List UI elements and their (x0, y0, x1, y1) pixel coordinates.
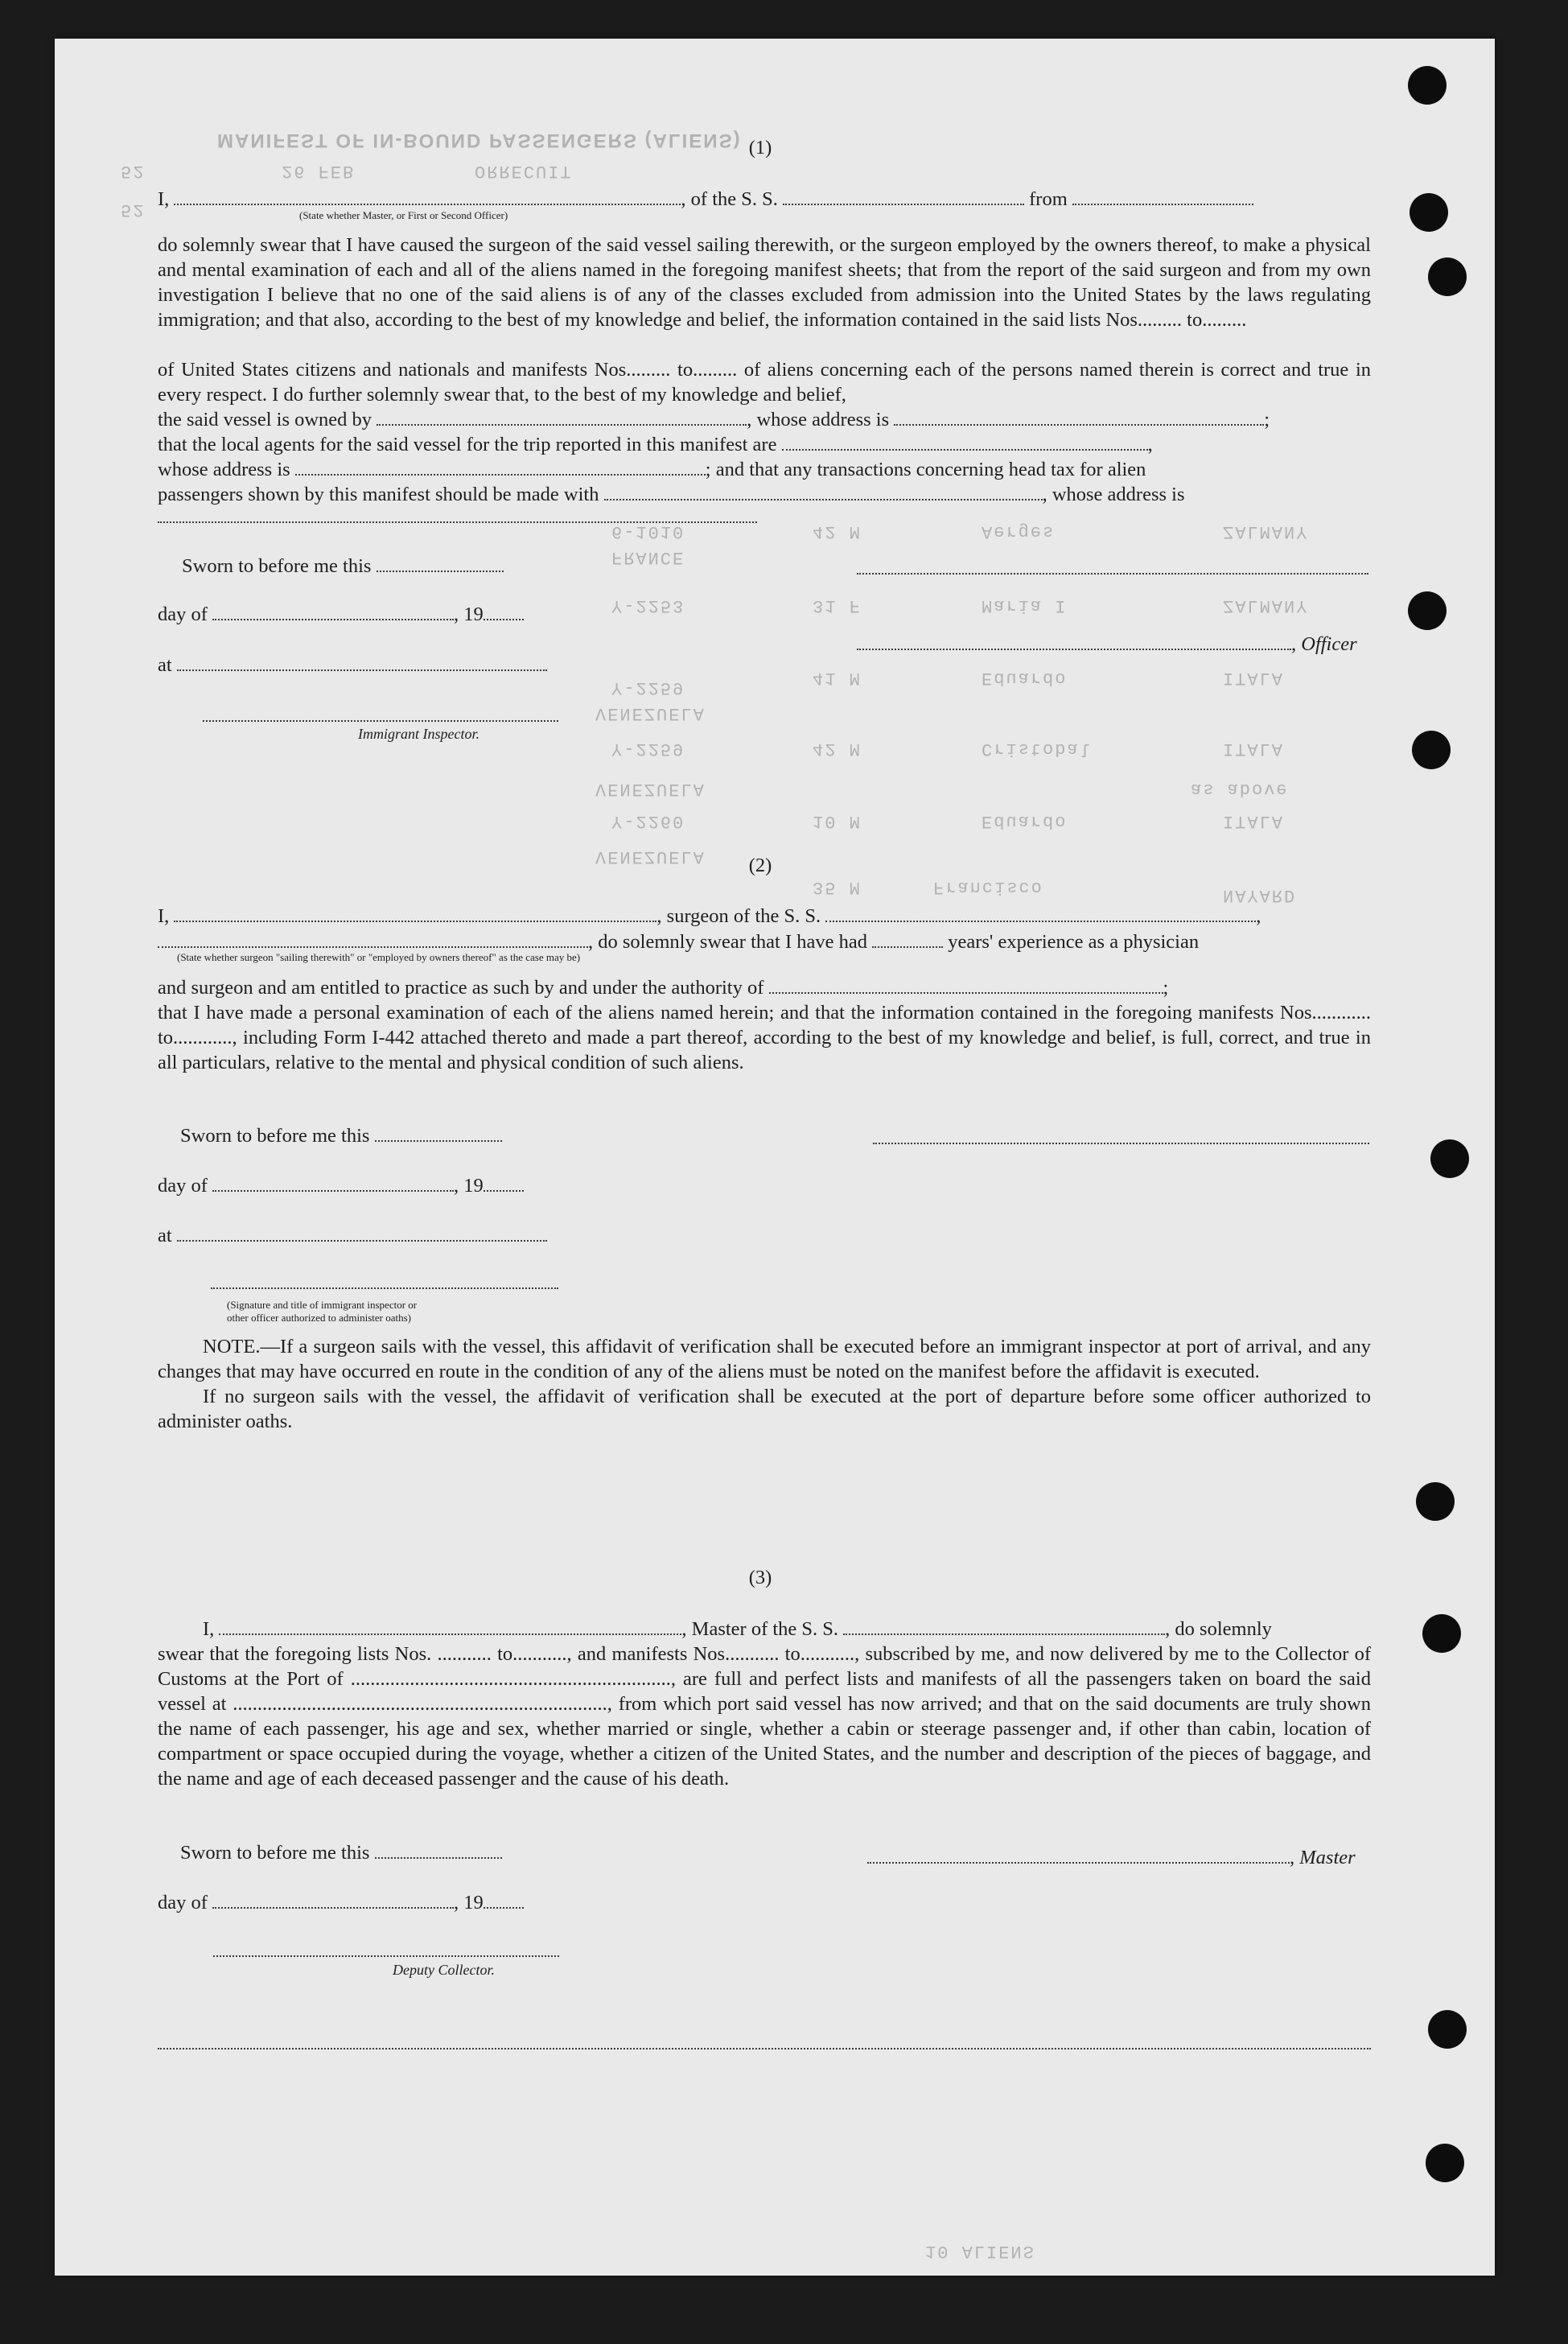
s2-line-3: and surgeon and am entitled to practice as such by and under the authority of ; (158, 977, 1169, 999)
punch-hole (1412, 731, 1451, 769)
s2-body-text: that I have made a personal examination of each of the aliens named herein; and that the information contained in the foregoing manifests Nos............ to............, including Form I-442 attached thereto and made a part thereof, according to the best of my knowledge and belief, is full, correct, and true in all particulars, relative to the mental and physical condition of such aliens. (158, 1002, 1371, 1073)
bleed-misc: 42 M (813, 521, 862, 542)
punch-hole (1428, 2010, 1467, 2049)
punch-hole (1428, 257, 1467, 296)
s2-sig-note-1: (Signature and title of immigrant inspector or (227, 1299, 418, 1311)
s1-agents-address-field[interactable] (295, 458, 706, 476)
bleed-name: ZALMANY (1223, 595, 1309, 616)
s1-sworn-label: Sworn to before me this (182, 555, 372, 577)
s2-i: I, (158, 905, 170, 927)
bleed-code: Y-2259 (611, 739, 685, 759)
bleed-misc: 10 M (813, 811, 862, 831)
bleed-name: ITALA (1223, 668, 1285, 688)
s1-whose2a: whose address is (158, 459, 290, 480)
s2-vessel-field[interactable] (825, 904, 1256, 922)
s3-sworn-field[interactable] (375, 1841, 502, 1859)
bleed-asabove: as above (1191, 779, 1289, 799)
s1-pass-line (158, 482, 1371, 507)
s1-sworn-field[interactable] (377, 554, 504, 572)
s3-master-label: , Master of the S. S. (681, 1618, 839, 1640)
s1-body-2 (158, 357, 1371, 407)
bleed-sub: 26 FEB (282, 161, 356, 181)
s3-master-sig (867, 1845, 1374, 1870)
s1-from-field[interactable] (1072, 187, 1253, 205)
s1-pass-label: passengers shown by this manifest should be made with (158, 484, 599, 505)
bleed-name: NAYARD (1223, 885, 1297, 905)
s1-at (158, 653, 576, 678)
punch-hole (1416, 1482, 1455, 1521)
bleed-city: VENEZUELA (595, 847, 706, 867)
s2-authority-label: and surgeon and am entitled to practice as such by and under the authority of (158, 977, 764, 999)
s2-year-field[interactable] (484, 1174, 524, 1192)
s2-sig-note-2: other officer authorized to administer oaths) (227, 1312, 411, 1324)
s2-surgeon-label: , surgeon of the S. S. (656, 905, 821, 927)
s3-do: , do solemnly (1165, 1618, 1272, 1640)
s1-officer-line (857, 632, 1372, 657)
s1-whose2b: ; and that any transactions concerning head tax for alien (705, 459, 1146, 480)
bleed-code: Y-2260 (611, 811, 685, 831)
s2-at-label: at (158, 1225, 172, 1246)
s2-surgeon-name-field[interactable] (174, 904, 656, 922)
s1-day-field[interactable] (212, 603, 454, 620)
s3-collector-sig[interactable] (213, 1955, 559, 1957)
s3-day-field[interactable] (212, 1891, 454, 1909)
s2-authority-field[interactable] (769, 976, 1163, 994)
s3-collector-label: Deputy Collector. (393, 1962, 495, 1978)
s1-officer-label: , Officer (1291, 633, 1357, 655)
s3-sworn-label: Sworn to before me this (180, 1842, 370, 1864)
bleed-misc: 41 M (813, 668, 862, 688)
bleed-name: ITALA (1223, 811, 1285, 831)
bleed-name: ITALA (1223, 739, 1285, 759)
s1-headtax-field[interactable] (604, 483, 1043, 501)
s1-body-2-text: of United States citizens and nationals and manifests Nos......... to......... of aliens concerning each of the persons named therein is correct and true in every respect. I do further solemnly swear that, to the best of my knowledge and belief, (158, 359, 1371, 406)
s2-swear: , do solemnly swear that I have had (588, 931, 867, 953)
s1-body-1-text: do solemnly swear that I have caused the surgeon of the said vessel sailing therewith, or the surgeon employed by the owners thereof, to make a physical and mental examination of each and all of the aliens named in the foregoing manifest sheets; that from the report of the said surgeon and from my own investigation I believe that no one of the said aliens is of any of the classes excluded from admission into the United States by the laws regulating immigration; and that also, according to the best of my knowledge and belief, the information contained in the said lists Nos......... to......... (158, 234, 1371, 331)
bleed-given: Eduardo (982, 668, 1068, 688)
s1-dayof-label: day of (158, 604, 208, 625)
s2-surgeon-sig[interactable] (873, 1143, 1369, 1144)
bleed-city: FRANCE (611, 547, 685, 567)
s1-inspector-label: Immigrant Inspector. (358, 726, 479, 742)
s3-master-sig-label: , Master (1290, 1847, 1356, 1868)
s3-line-1 (158, 1617, 1371, 1642)
s1-dayof (158, 602, 576, 627)
punch-hole (1430, 1139, 1469, 1178)
bleed-city: VENEZUELA (595, 779, 706, 799)
s2-at (158, 1223, 576, 1248)
s1-whose3: , whose address is (1042, 484, 1185, 505)
s1-year-field[interactable] (484, 603, 524, 620)
s1-officer-sig-top[interactable] (857, 573, 1368, 575)
bleed-given: Eduardo (982, 811, 1068, 831)
s1-whose-label: , whose address is (747, 409, 890, 430)
bleed-misc: 31 F (813, 595, 862, 616)
s1-agents-label: that the local agents for the said vessel for the trip reported in this manifest are (158, 434, 777, 455)
s1-from: from (1029, 188, 1068, 210)
s1-at-field[interactable] (177, 653, 547, 671)
bleed-num: 52 (121, 200, 146, 220)
s1-of-ss: , of the S. S. (681, 188, 778, 210)
s3-master-sig-field[interactable] (867, 1846, 1290, 1864)
s1-at-label: at (158, 654, 172, 676)
punch-hole (1408, 66, 1447, 105)
s2-note-2: If no surgeon sails with the vessel, the affidavit of verification shall be executed at the port of departure before some officer authorized to administer oaths. (158, 1386, 1371, 1432)
s2-inspector-sig[interactable] (211, 1287, 558, 1289)
s2-dayof-label: day of (158, 1175, 208, 1197)
bleed-footer: 10 ALIENS (925, 2241, 1035, 2261)
s3-dayof (158, 1890, 576, 1915)
bleed-given: Francisco (933, 877, 1043, 897)
s3-sworn (180, 1840, 582, 1865)
bleed-code: 6-1010 (611, 521, 685, 542)
s1-owned-label: the said vessel is owned by (158, 409, 372, 430)
s1-inspector-sig[interactable] (203, 720, 558, 722)
s3-body (158, 1642, 1371, 1791)
s3-19: , 19 (454, 1892, 484, 1914)
bleed-misc: 42 M (813, 739, 862, 759)
bleed-city: VENEZUELA (595, 703, 706, 723)
s2-dayof (158, 1173, 576, 1198)
s3-body-text: swear that the foregoing lists Nos. ........... to..........., and manifests Nos........... to..........., subscribed by me, and now delivered by me to the Collector of Customs at the Port of ................................................................., are full and perfect lists and manifests of all the passengers taken on board the said vessel at ............................................................................, from which port said vessel has now arrived; and that on the said documents are truly shown the name of each passenger, his age and sex, whether married or single, whether a cabin or steerage passenger and, if other than cabin, location of compartment or space occupied during the voyage, whether a citizen of the United States, and the number and description of the pieces of baggage, and the name and age of each deceased passenger and the cause of his death. (158, 1643, 1371, 1790)
bleed-given: Maria I (982, 595, 1068, 616)
punch-hole (1426, 2144, 1464, 2182)
s2-note (158, 1334, 1371, 1434)
s1-address-rule[interactable] (158, 521, 757, 523)
s1-sworn (182, 554, 584, 579)
s2-at-field[interactable] (177, 1224, 547, 1242)
bleed-given: Cristobal (982, 739, 1092, 759)
section-3-number: (3) (748, 1567, 772, 1588)
s1-agents-field[interactable] (782, 433, 1148, 451)
s2-sworn (180, 1123, 582, 1148)
section-2-number: (2) (748, 855, 772, 876)
s1-owner-field[interactable] (377, 408, 747, 426)
bleed-misc: 35 M (813, 877, 862, 897)
bleed-name: ZALMANY (1223, 521, 1309, 542)
s1-whose2-line (158, 457, 1371, 482)
s2-sworn-label: Sworn to before me this (180, 1125, 370, 1147)
section-1-number: (1) (748, 137, 772, 159)
s2-capacity-field[interactable] (158, 930, 588, 948)
bleed-given: Aerges (982, 521, 1056, 542)
s1-line-1 (158, 187, 1371, 212)
s2-sworn-field[interactable] (375, 1124, 502, 1142)
s2-body (158, 1000, 1371, 1075)
s1-vessel-field[interactable] (783, 187, 1024, 205)
bottom-rule (158, 2048, 1371, 2049)
s1-i: I, (158, 188, 170, 210)
punch-hole (1410, 193, 1448, 232)
bleed-code: Y-2259 (611, 678, 685, 698)
bleed-code: Y-2253 (611, 595, 685, 616)
punch-hole (1422, 1614, 1461, 1653)
s2-years-field[interactable] (872, 930, 943, 948)
bleed-num: 52 (121, 161, 146, 181)
bleed-header: MANIFEST OF IN-BOUND PASSENGERS (ALIENS) (217, 130, 742, 151)
s3-master-name-field[interactable] (219, 1617, 681, 1635)
s3-dayof-label: day of (158, 1892, 208, 1914)
s3-i: I, (203, 1618, 215, 1640)
s2-19: , 19 (454, 1175, 484, 1197)
s1-agents-line: that the local agents for the said vessel for the trip reported in this manifest are , (158, 434, 1153, 455)
punch-hole (1408, 591, 1447, 630)
s2-day-field[interactable] (212, 1174, 454, 1192)
s1-body-1 (158, 233, 1371, 332)
s1-owner-address-field[interactable] (894, 408, 1264, 426)
bleed-sub: ORRECUIT (475, 161, 573, 181)
s2-capacity-note: (State whether surgeon "sailing therewith" or "employed by owners thereof" as the case may be) (177, 951, 581, 963)
s1-owned-line: the said vessel is owned by , whose address is ; (158, 409, 1270, 430)
s1-19: , 19 (454, 604, 484, 625)
s3-vessel-field[interactable] (843, 1617, 1165, 1635)
s3-year-field[interactable] (484, 1891, 524, 1909)
s1-name-field[interactable] (174, 187, 681, 205)
s2-years-label: years' experience as a physician (948, 931, 1200, 953)
s1-officer-note: (State whether Master, or First or Second Officer) (299, 209, 508, 221)
s2-note-1: NOTE.—If a surgeon sails with the vessel, this affidavit of verification shall be executed before an immigrant inspector at port of arrival, and any changes that may have occurred en route in the condition of any of the aliens must be noted on the manifest before the affidavit is executed. (158, 1336, 1371, 1382)
s1-officer-field[interactable] (857, 632, 1291, 650)
s2-line-1: I, , surgeon of the S. S. , (158, 905, 1261, 927)
